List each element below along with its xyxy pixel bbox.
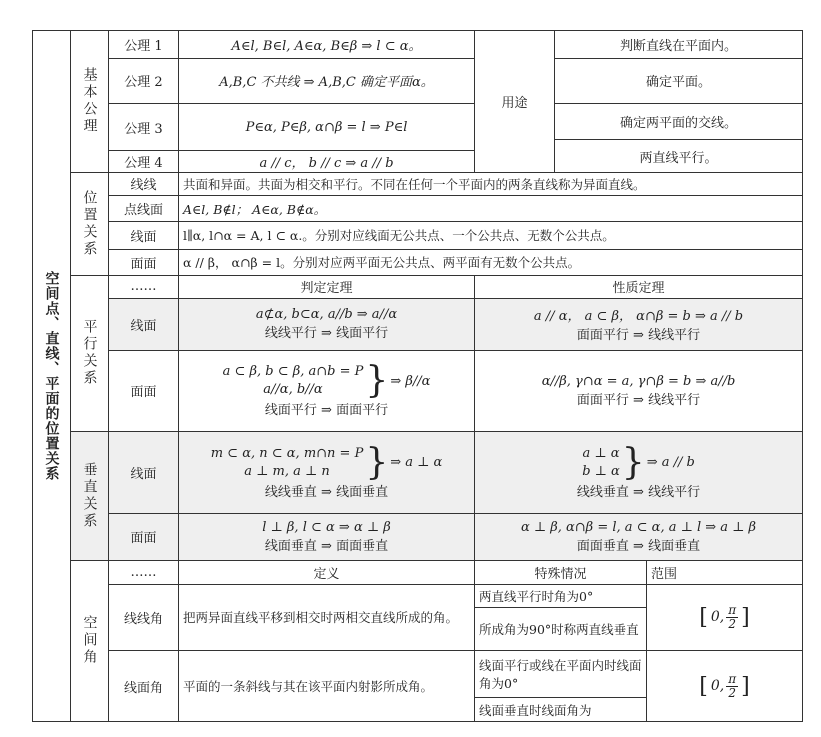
range-lower: 0, [710, 678, 725, 694]
parallel-header-judge: 判定定理 [179, 275, 475, 299]
perp-pp-judge-text: 线面垂直 ⇒ 面面垂直 [264, 538, 389, 554]
perp-lp-judge-result: ⇒ a ⊥ α [390, 455, 443, 471]
axioms-section-label: 基本公理 [71, 31, 109, 173]
angle-line-line-special-2: 所成角为90°时称两直线垂直 [475, 608, 647, 651]
perp-line-plane-prop [475, 432, 803, 514]
right-brace-icon: } [365, 441, 389, 483]
perp-lp-prop-line1: a ⊥ α [582, 445, 620, 461]
page-title: 空间点、直线、平面的位置关系 [33, 31, 71, 722]
angle-section-label: 空间角 [71, 560, 109, 721]
right-brace-icon: } [621, 441, 645, 483]
angle-header-dots: …… [109, 560, 179, 584]
parallel-pp-judge-line1: a ⊂ β, b ⊂ β, a∩b = P [222, 364, 364, 380]
relations-table-container [32, 30, 802, 722]
axiom-4-name: 公理 4 [109, 151, 179, 172]
axiom-4-content: a // c， b // c ⇒ a // b [179, 151, 475, 172]
relations-table [32, 30, 803, 722]
parallel-lp-judge-formula: a⊄α, b⊂α, a//b ⇒ a//α [255, 307, 398, 323]
perp-plane-plane-name: 面面 [109, 513, 179, 560]
angle-line-line-def: 把两异面直线平移到相交时两相交直线所成的角。 [179, 584, 475, 651]
axiom-1-name: 公理 1 [109, 31, 179, 59]
right-bracket-icon: ] [741, 673, 750, 699]
angle-line-plane-range [647, 651, 803, 722]
parallel-lp-prop-formula: a // α， a ⊂ β， α∩β = b ⇒ a // b [533, 309, 744, 325]
parallel-plane-plane-prop [475, 350, 803, 432]
pi-over-2-fraction [726, 673, 738, 700]
angle-header-special: 特殊情况 [475, 560, 647, 584]
perp-line-plane-name: 线面 [109, 432, 179, 514]
angle-line-line-name: 线线角 [109, 584, 179, 651]
angle-line-line-range [647, 584, 803, 651]
parallel-pp-prop-formula: α//β, γ∩α = a, γ∩β = b ⇒ a//b [541, 373, 736, 389]
perp-plane-plane-prop [475, 513, 803, 560]
left-bracket-icon: [ [699, 673, 708, 699]
position-3-content: l∥α, l∩α = A, l ⊂ α.。分别对应线面无公共点、一个公共点、无数个公共点。 [179, 221, 803, 249]
axiom-2-name: 公理 2 [109, 58, 179, 103]
fraction-denominator: 2 [728, 685, 736, 700]
range-interval [699, 604, 749, 631]
parallel-pp-judge-text: 线面平行 ⇒ 面面平行 [264, 403, 389, 419]
right-brace-icon: } [365, 360, 389, 402]
parallel-line-plane-prop [475, 299, 803, 351]
perp-lp-prop-result: ⇒ a // b [646, 455, 695, 471]
position-4-name: 面面 [109, 249, 179, 275]
angle-line-line-special-1: 两直线平行时角为0° [475, 584, 647, 608]
perp-lp-judge-line2: a ⊥ m, a ⊥ n [244, 463, 330, 479]
parallel-line-plane-name: 线面 [109, 299, 179, 351]
axiom-3-name: 公理 3 [109, 103, 179, 150]
position-3-name: 线面 [109, 221, 179, 249]
perp-section-label: 垂直关系 [71, 432, 109, 561]
angle-header-def: 定义 [179, 560, 475, 584]
position-2-content: A∈l, B∉l； A∈α, B∉α。 [179, 196, 803, 222]
parallel-header-prop: 性质定理 [475, 275, 803, 299]
range-interval [699, 673, 749, 700]
angle-line-plane-def: 平面的一条斜线与其在该平面内射影所成角。 [179, 651, 475, 722]
axiom-use-1: 判断直线在平面内。 [555, 31, 803, 59]
range-lower: 0, [710, 609, 725, 626]
parallel-pp-prop-text: 面面平行 ⇒ 线线平行 [576, 392, 701, 408]
parallel-section-label: 平行关系 [71, 275, 109, 432]
perp-lp-prop-brace-group [479, 441, 798, 483]
parallel-pp-judge-result: ⇒ β//α [390, 373, 431, 389]
perp-lp-judge-brace-group [183, 441, 470, 483]
position-section-label: 位置关系 [71, 172, 109, 275]
axiom-use-3: 确定两平面的交线。 [555, 103, 803, 139]
left-bracket-icon: [ [699, 604, 708, 630]
parallel-plane-plane-judge [179, 350, 475, 432]
parallel-lp-judge-text: 线线平行 ⇒ 线面平行 [264, 326, 389, 342]
perp-pp-prop-text: 面面垂直 ⇒ 线面垂直 [576, 538, 701, 554]
position-2-name: 点线面 [109, 196, 179, 222]
perp-line-plane-judge [179, 432, 475, 514]
perp-plane-plane-judge [179, 513, 475, 560]
axiom-use-4: 两直线平行。 [555, 140, 803, 172]
axiom-3-content: P∈α, P∈β, α∩β = l ⇒ P∈l [179, 103, 475, 150]
pi-over-2-fraction [726, 604, 738, 631]
perp-lp-prop-text: 线线垂直 ⇒ 线线平行 [576, 484, 701, 500]
angle-line-plane-special-1: 线面平行或线在平面内时线面角为0° [475, 651, 647, 698]
parallel-header-dots: …… [109, 275, 179, 299]
fraction-numerator: π [728, 671, 737, 686]
axioms-use-label: 用途 [475, 31, 555, 173]
perp-lp-judge-text: 线线垂直 ⇒ 线面垂直 [264, 484, 389, 500]
perp-lp-prop-line2: b ⊥ α [582, 463, 620, 479]
axiom-1-content: A∈l, B∈l, A∈α, B∈β ⇒ l ⊂ α。 [179, 31, 475, 59]
perp-pp-prop-formula: α ⊥ β, α∩β = l, a ⊂ α, a ⊥ l ⇒ a ⊥ β [520, 519, 757, 535]
angle-line-plane-name: 线面角 [109, 651, 179, 722]
parallel-line-plane-judge [179, 299, 475, 351]
parallel-lp-prop-text: 面面平行 ⇒ 线线平行 [576, 328, 701, 344]
perp-pp-judge-formula: l ⊥ β, l ⊂ α ⇒ α ⊥ β [262, 519, 391, 535]
axiom-use-2: 确定平面。 [555, 58, 803, 103]
position-1-content: 共面和异面。共面为相交和平行。不同在任何一个平面内的两条直线称为异面直线。 [179, 172, 803, 196]
perp-lp-judge-line1: m ⊂ α, n ⊂ α, m∩n = P [210, 445, 364, 461]
position-4-content: α // β， α∩β = l。分别对应两平面无公共点、两平面有无数个公共点。 [179, 249, 803, 275]
fraction-numerator: π [728, 602, 737, 617]
parallel-pp-judge-line2: a//α, b//α [263, 382, 323, 398]
angle-header-range: 范围 [647, 560, 803, 584]
parallel-pp-judge-brace-group [183, 360, 470, 402]
right-bracket-icon: ] [741, 604, 750, 630]
position-1-name: 线线 [109, 172, 179, 196]
parallel-plane-plane-name: 面面 [109, 350, 179, 432]
axiom-2-content: A,B,C 不共线 ⇒ A,B,C 确定平面α。 [179, 58, 475, 103]
angle-line-plane-special-2: 线面垂直时线面角为 [475, 698, 647, 722]
fraction-denominator: 2 [728, 616, 736, 631]
